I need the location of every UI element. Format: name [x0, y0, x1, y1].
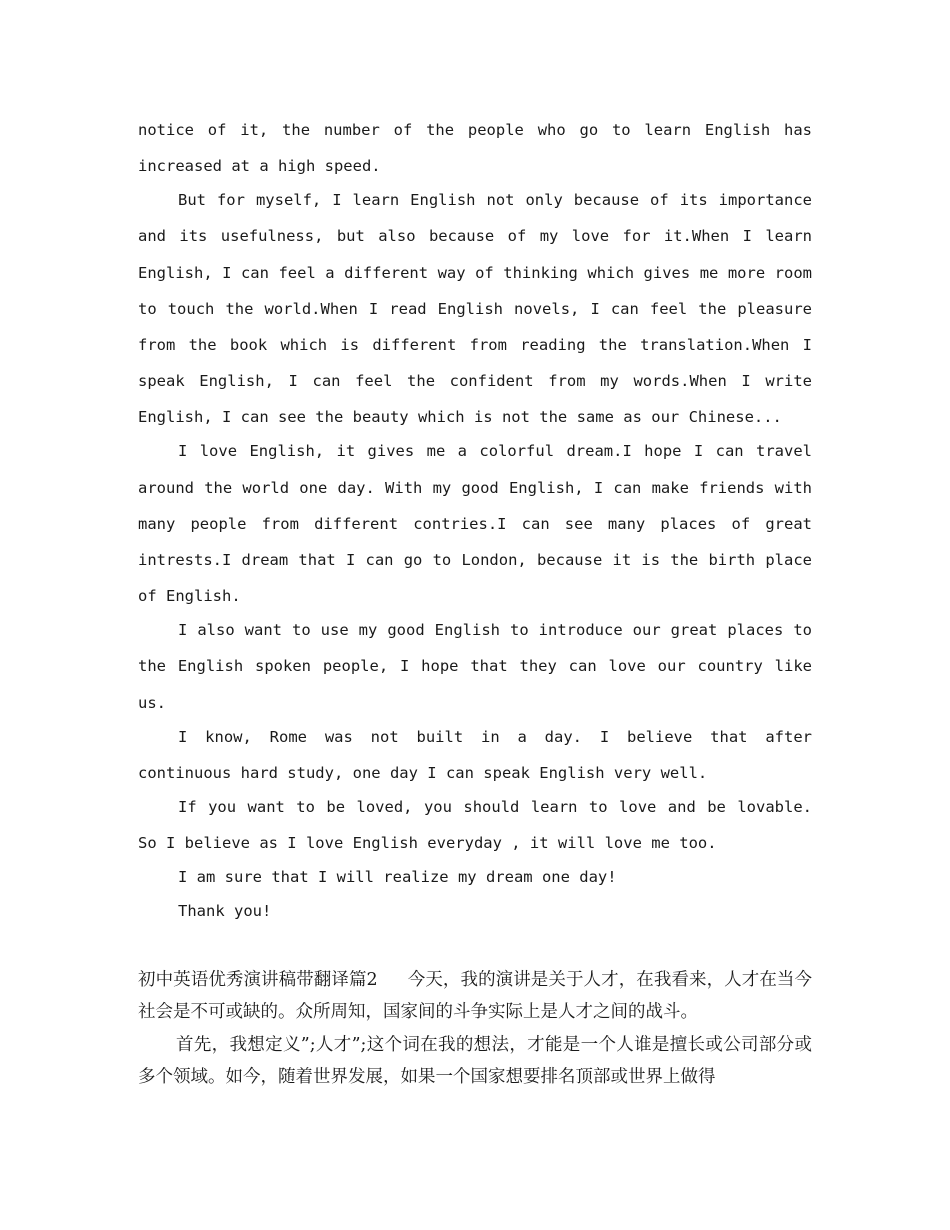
paragraph-1: notice of it, the number of the people who go to learn English has increased at a high speed. — [138, 121, 812, 176]
paragraph-7: I am sure that I will realize my dream one day! — [178, 868, 617, 887]
paragraph-2: But for myself, I learn English not only because of its importance and its usefulness, but also because of my love for it.When I learn English, I can feel a different way of thinking which gives me more room to touch the world.When I read English novels, I can feel the pleasure from the book which is different from reading the translation.When I speak English, I can feel the confident from my words.When I write English, I can see the beauty which is not the same as our Chinese... — [138, 191, 812, 427]
paragraph-4: I also want to use my good English to introduce our great places to the English spoken people, I hope that they can love our country like us. — [138, 621, 812, 712]
section-2-paragraph-2: 首先，我想定义”;人才”;这个词在我的想法，才能是一个人谁是擅长或公司部分或多个领域。如今，随着世界发展，如果一个国家想要排名顶部或世界上做得 — [138, 1035, 812, 1087]
paragraph-6: If you want to be loved, you should learn to love and be lovable. So I believe as I love English everyday , it will love me too. — [138, 797, 812, 853]
section-2-heading: 初中英语优秀演讲稿带翻译篇2 — [138, 970, 378, 990]
paragraph-8: Thank you! — [178, 902, 272, 921]
body-text — [138, 112, 812, 927]
paragraph-5: I know, Rome was not built in a day. I believe that after continuous hard study, one day I can speak English very well. — [138, 727, 812, 782]
paragraph-3: I love English, it gives me a colorful dream.I hope I can travel around the world one day. With my good English, I can make friends with many people from different contries.I can see many places of great intrests.I dream that I can go to London, because it is the birth place of English. — [138, 442, 812, 606]
section-2-intro: 今天，我的演讲是关于人才，在我看来，人才在当今社会是不可或缺的。众所周知，国家间的斗争实际上是人才之间的战斗。 — [138, 970, 812, 1022]
section-2-first-paragraph — [138, 964, 812, 1028]
section-2 — [138, 964, 812, 1094]
